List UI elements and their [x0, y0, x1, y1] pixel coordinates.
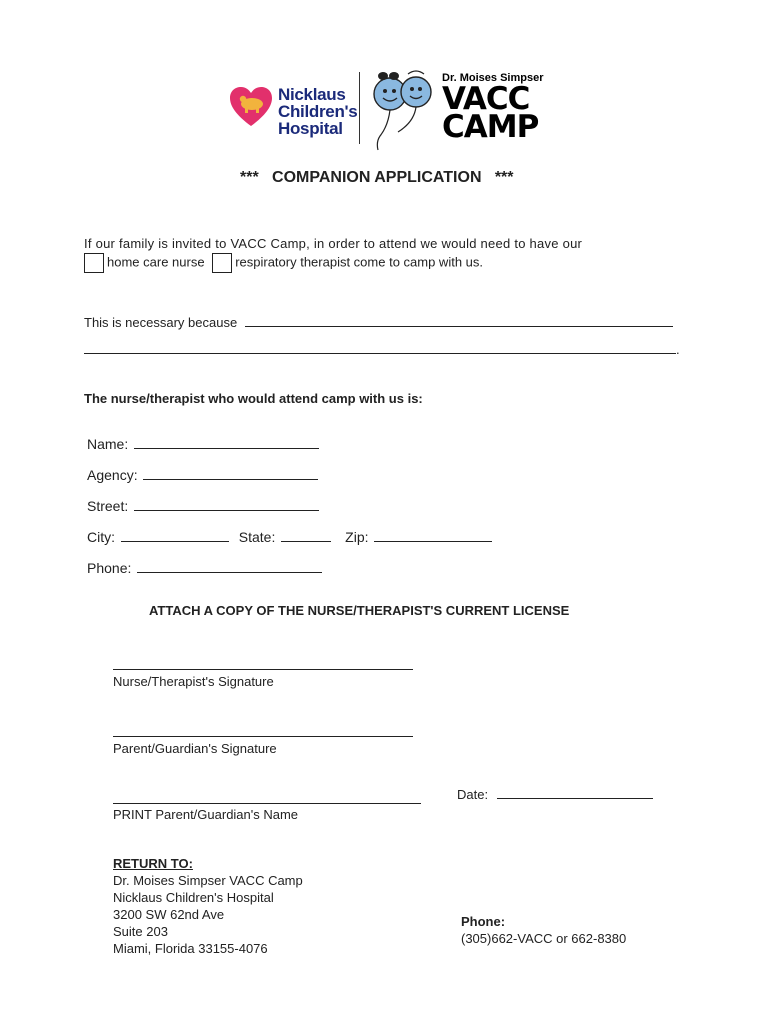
zip-input-line[interactable]	[374, 528, 492, 542]
phone-input-line[interactable]	[137, 559, 322, 573]
name-field	[87, 435, 319, 452]
respiratory-therapist-label: respiratory therapist come to camp with us.	[235, 254, 484, 270]
home-care-nurse-checkbox[interactable]	[84, 253, 104, 273]
return-address-line: Dr. Moises Simpser VACC Camp	[113, 873, 303, 888]
state-input-line[interactable]	[281, 528, 331, 542]
name-input-line[interactable]	[134, 435, 319, 449]
street-input-line[interactable]	[134, 497, 319, 511]
attach-license-notice: ATTACH A COPY OF THE NURSE/THERAPIST'S CURRENT LICENSE	[149, 603, 570, 618]
heart-bear-logo-icon	[228, 84, 274, 130]
phone-label: Phone:	[87, 560, 132, 576]
nurse-heading: The nurse/therapist who would attend camp with us is:	[84, 391, 423, 406]
date-field	[457, 785, 653, 802]
parent-signature-line[interactable]	[113, 736, 413, 737]
page-title: *** COMPANION APPLICATION ***	[240, 169, 514, 186]
agency-input-line[interactable]	[143, 466, 318, 480]
street-field	[87, 497, 319, 514]
nicklaus-logo-text	[278, 86, 357, 137]
return-to-heading: RETURN TO:	[113, 856, 193, 871]
respiratory-therapist-checkbox[interactable]	[212, 253, 232, 273]
home-care-nurse-label: home care nurse	[107, 254, 205, 270]
city-input-line[interactable]	[121, 528, 229, 542]
necessary-input-line-1[interactable]	[245, 313, 673, 327]
state-label: State:	[238, 529, 276, 545]
camp-logo-camp: CAMP	[442, 109, 539, 145]
phone-value: (305)662-VACC or 662-8380	[461, 931, 627, 946]
print-name-label: PRINT Parent/Guardian's Name	[113, 807, 299, 822]
nicklaus-line-1: Nicklaus	[278, 85, 346, 104]
necessary-row-2	[84, 340, 680, 357]
necessary-input-line-2[interactable]	[84, 340, 676, 354]
necessary-label: This is necessary because	[84, 315, 238, 330]
date-input-line[interactable]	[497, 785, 653, 799]
phone-block	[461, 913, 626, 947]
logo-header	[228, 64, 548, 154]
necessary-end-mark: .	[676, 342, 680, 357]
necessary-row	[84, 313, 673, 330]
nurse-signature-line[interactable]	[113, 669, 413, 670]
balloon-mascots-icon	[368, 66, 438, 152]
nurse-signature-label: Nurse/Therapist's Signature	[113, 674, 274, 689]
nicklaus-line-3: Hospital	[278, 119, 343, 138]
return-to-block	[113, 855, 303, 957]
street-label: Street:	[87, 498, 129, 514]
city-label: City:	[87, 529, 115, 545]
return-address-line: Miami, Florida 33155-4076	[113, 941, 268, 956]
parent-signature-label: Parent/Guardian's Signature	[113, 741, 277, 756]
agency-label: Agency:	[87, 467, 138, 483]
camp-logo-small-text: Dr. Moises Simpser	[442, 72, 544, 84]
date-label: Date:	[457, 787, 489, 802]
nicklaus-line-2: Children's	[278, 102, 358, 121]
intro-line-1: If our family is invited to VACC Camp, in order to attend we would need to have our	[84, 236, 583, 251]
agency-field	[87, 466, 318, 483]
intro-line-2	[84, 253, 483, 273]
print-name-line[interactable]	[113, 803, 421, 804]
name-label: Name:	[87, 436, 129, 452]
phone-heading: Phone:	[461, 914, 506, 929]
return-address-line: Suite 203	[113, 924, 168, 939]
city-state-zip-field	[87, 528, 492, 545]
camp-logo-vacc: VACC	[442, 81, 530, 117]
phone-field	[87, 559, 322, 576]
return-address-line: 3200 SW 62nd Ave	[113, 907, 225, 922]
zip-label: Zip:	[345, 529, 369, 545]
logo-divider	[359, 72, 360, 144]
return-address-line: Nicklaus Children's Hospital	[113, 890, 274, 905]
